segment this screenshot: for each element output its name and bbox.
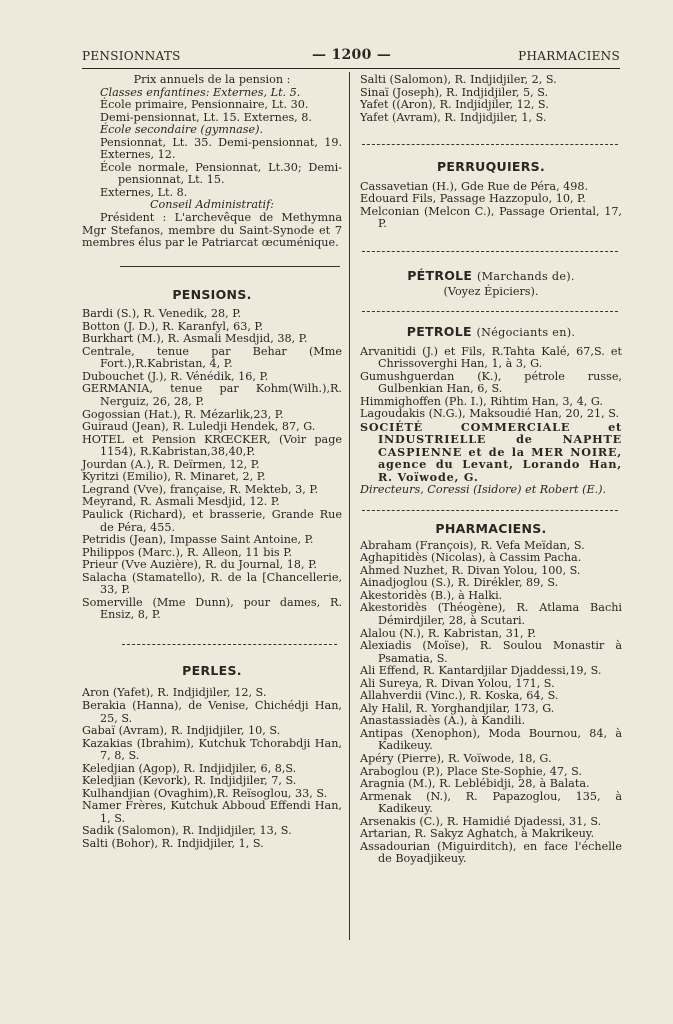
list-item: Akestoridès (Théogène), R. Atlama Bachi Démirdjiler, 28, à Scutari. xyxy=(360,601,622,627)
perruquiers-title: PERRUQUIERS. xyxy=(436,159,546,175)
list-item: SOCIÉTÉ COMMERCIALE et INDUSTRIELLE de NAPHTE CASPIENNE et de la MER NOIRE, agence du Levant, Lorando Han, R. Voïwode, G. xyxy=(360,419,622,485)
list-item: Abraham (François), R. Vefa Meïdan, S. xyxy=(360,538,585,552)
pharmaciens-list xyxy=(360,540,622,866)
list-item: Namer Frères, Kutchuk Abboud Effendi Han, 1, S. xyxy=(82,799,342,825)
prix-line: Classes enfantines: Externes, Lt. 5. xyxy=(100,85,301,99)
list-item: HOTEL et Pension KRŒCKER, (Voir page 1154), R.Kabristan,38,40,P. xyxy=(82,432,342,459)
list-item: Legrand (Vve), française, R. Mekteb, 3, P. xyxy=(82,482,319,496)
section-rule xyxy=(362,311,618,312)
perruquiers-list xyxy=(360,181,622,231)
list-item: Gumushguerdan (K.), pétrole russe, Gulbenkian Han, 6, S. xyxy=(360,369,622,396)
list-item: Berakia (Hanna), de Venise, Chichédji Han, 25, S. xyxy=(82,698,342,725)
perles-continued xyxy=(360,74,622,124)
petrole-negociants-sub: (Négociants en). xyxy=(476,326,576,340)
list-item: Somerville (Mme Dunn), pour dames, R. Ensiz, 8, P. xyxy=(82,595,342,622)
list-item: Ali Effend, R. Kantardjilar Djaddessi,19, S. xyxy=(360,664,602,678)
list-item: Alexiadis (Moïse), R. Soulou Monastir à Psamatia, S. xyxy=(360,639,622,665)
section-rule xyxy=(120,266,340,267)
list-item: Edouard Fils, Passage Hazzopulo, 10, P. xyxy=(360,192,586,206)
perles-title: PERLES. xyxy=(182,662,242,678)
petrole-negociants-heading: PETROLE xyxy=(406,324,472,340)
list-item: Anastassiadès (A.), à Kandili. xyxy=(360,714,526,728)
left-column xyxy=(82,74,342,851)
list-item: Kazakias (Ibrahim), Kutchuk Tchorabdji Han, 7, 8, S. xyxy=(82,736,342,763)
list-item: Kulhandjian (Ovaghim),R. Reïsoglou, 33, S. xyxy=(82,786,328,800)
list-item: Aron (Yafet), R. Indjidjiler, 12, S. xyxy=(82,686,267,700)
list-item: Kyritzi (Emilio), R. Minaret, 2, P. xyxy=(82,470,266,484)
list-item: Salti (Bohor), R. Indjidjiler, 1, S. xyxy=(82,836,264,850)
list-item: Ainadjoglou (S.), R. Dirékler, 89, S. xyxy=(360,576,559,590)
list-item: Botton (J. D.), R. Karanfyl, 63, P. xyxy=(82,319,264,333)
list-item: Cassavetian (H.), Gde Rue de Péra, 498. xyxy=(360,179,589,193)
pharmaciens-title: PHARMACIENS. xyxy=(435,521,547,537)
list-item: Akestoridès (B.), à Halki. xyxy=(360,588,503,602)
pensions-title: PENSIONS. xyxy=(172,286,252,302)
list-item: Ahmed Nuzhet, R. Divan Yolou, 100, S. xyxy=(360,563,581,577)
page-number: — 1200 — xyxy=(312,47,392,63)
list-item: Aghapitidès (Nicolas), à Cassim Pacha. xyxy=(360,551,582,565)
list-item: Armenak (N.), R. Papazoglou, 135, à Kadikeuy. xyxy=(360,789,622,816)
section-rule xyxy=(362,144,618,145)
list-item: Apéry (Pierre), R. Voïwode, 18, G. xyxy=(360,751,552,765)
list-item: Keledjian (Kevork), R. Indjidjiler, 7, S. xyxy=(82,774,297,788)
list-item: Gabaï (Avram), R. Indjidjiler, 10, S. xyxy=(82,724,281,738)
list-item: Aly Halil, R. Yorghandjilar, 173, G. xyxy=(360,701,555,715)
section-rule xyxy=(362,251,618,252)
header-rule xyxy=(82,68,620,69)
section-rule xyxy=(362,510,618,511)
prix-line: Demi-pensionnat, Lt. 15. Externes, 8. xyxy=(100,110,312,124)
prix-line: École primaire, Pensionnaire, Lt. 30. xyxy=(100,98,309,112)
prix-line: École secondaire (gymnase). xyxy=(100,123,264,137)
prix-line: École normale, Pensionnat, Lt.30; Demi-pensionnat, Lt. 15. xyxy=(100,160,342,187)
list-item: Philippos (Marc.), R. Alleon, 11 bis P. xyxy=(82,545,293,559)
list-item: Artarian, R. Sakyz Aghatch, à Makrikeuy. xyxy=(360,827,595,841)
list-item: Dubouchet (J.), R. Vénédik, 16, P. xyxy=(82,369,269,383)
list-item: Petridis (Jean), Impasse Saint Antoine, P. xyxy=(82,533,314,547)
list-item: Salti (Salomon), R. Indjidjiler, 2, S. xyxy=(360,73,557,86)
list-item: Paulick (Richard), et brasserie, Grande Rue de Péra, 455. xyxy=(82,507,342,534)
list-item: Lagoudakis (N.G.), Maksoudié Han, 20, 21, S. xyxy=(360,407,620,421)
perles-list xyxy=(82,687,342,850)
list-item: Directeurs, Coressi (Isidore) et Robert (E.). xyxy=(360,482,607,496)
list-item: Araboglou (P.), Place Ste-Sophie, 47, S. xyxy=(360,764,582,778)
section-rule xyxy=(122,644,337,645)
list-item: Burkhart (M.), R. Asmali Mesdjid, 38, P. xyxy=(82,332,308,346)
conseil-text: Président : L'archevêque de Methymna Mgr Stefanos, membre du Saint-Synode et 7 membres élus par le Patriarcat œcuménique. xyxy=(82,211,342,250)
list-item: GERMANIA, tenue par Kohm(Wilh.),R. Nerguiz, 26, 28, P. xyxy=(82,382,342,409)
page-header xyxy=(82,49,620,65)
list-item: Ali Sureya, R. Divan Yolou, 171, S. xyxy=(360,676,555,690)
prix-line: Externes, Lt. 8. xyxy=(100,185,188,199)
list-item: Arvanitidi (J.) et Fils, R.Tahta Kalé, 67,S. et Chrissoverghi Han, 1, à 3, G. xyxy=(360,344,622,371)
prix-heading: Prix annuels de la pension : xyxy=(133,73,291,86)
list-item: Prieur (Vve Auzière), R. du Journal, 18, P. xyxy=(82,558,317,572)
list-item: Jourdan (A.), R. Deïrmen, 12, P. xyxy=(82,457,260,471)
petrole-negociants-title xyxy=(360,326,622,340)
prix-line: Pensionnat, Lt. 35. Demi-pensionnat, 19. Externes, 12. xyxy=(100,135,342,162)
list-item: Keledjian (Agop), R. Indjidjiler, 6, 8,S. xyxy=(82,761,297,775)
petrole-marchands-heading: PÉTROLE xyxy=(407,267,473,283)
list-item: Arsenakis (C.), R. Hamidié Djadessi, 31, S. xyxy=(360,814,602,828)
list-item: Himmighoffen (Ph. I.), Rihtim Han, 3, 4, G. xyxy=(360,394,603,408)
list-item: Yafet (Avram), R. Indjidjiler, 1, S. xyxy=(360,110,547,124)
list-item: Gogossian (Hat.), R. Mézarlik,23, P. xyxy=(82,407,284,421)
list-item: Centrale, tenue par Behar (Mme Fort.),R.Kabristan, 4, P. xyxy=(82,344,342,371)
list-item: Salacha (Stamatello), R. de la [Chancellerie, 33, P. xyxy=(82,570,342,597)
list-item: Sadik (Salomon), R. Indjidjiler, 13, S. xyxy=(82,824,292,838)
list-item: Melconian (Melcon C.), Passage Oriental, 17, P. xyxy=(360,204,622,231)
list-item: Bardi (S.), R. Venedik, 28, P. xyxy=(82,307,242,321)
list-item: Sinaï (Joseph), R. Indjidjiler, 5, S. xyxy=(360,85,549,99)
list-item: Alalou (N.), R. Kabristan, 31, P. xyxy=(360,626,536,640)
right-column xyxy=(360,74,622,866)
list-item: Assadourian (Miguirditch), en face l'échelle de Boyadjikeuy. xyxy=(360,839,622,866)
list-item: Antipas (Xenophon), Moda Bournou, 84, à Kadikeuy. xyxy=(360,726,622,753)
header-left: PENSIONNATS xyxy=(82,49,181,63)
petrole-note: (Voyez Épiciers). xyxy=(443,285,539,299)
list-item: Meyrand, R. Asmali Mesdjid, 12. P. xyxy=(82,495,280,509)
petrole-list xyxy=(360,346,622,497)
pensions-list xyxy=(82,308,342,622)
list-item: Aragnia (M.), R. Leblébidji, 28, à Balata. xyxy=(360,777,590,791)
list-item: Allahverdii (Vinc.), R. Koska, 64, S. xyxy=(360,689,559,703)
header-right: PHARMACIENS xyxy=(518,49,620,63)
petrole-marchands-title xyxy=(360,267,622,284)
petrole-marchands-sub: (Marchands de). xyxy=(476,269,575,283)
list-item: Guiraud (Jean), R. Luledji Hendek, 87, G. xyxy=(82,420,316,434)
column-separator xyxy=(349,72,350,940)
conseil-title: Conseil Administratif: xyxy=(149,198,275,212)
list-item: Yafet ((Aron), R. Indjidjiler, 12, S. xyxy=(360,98,549,112)
